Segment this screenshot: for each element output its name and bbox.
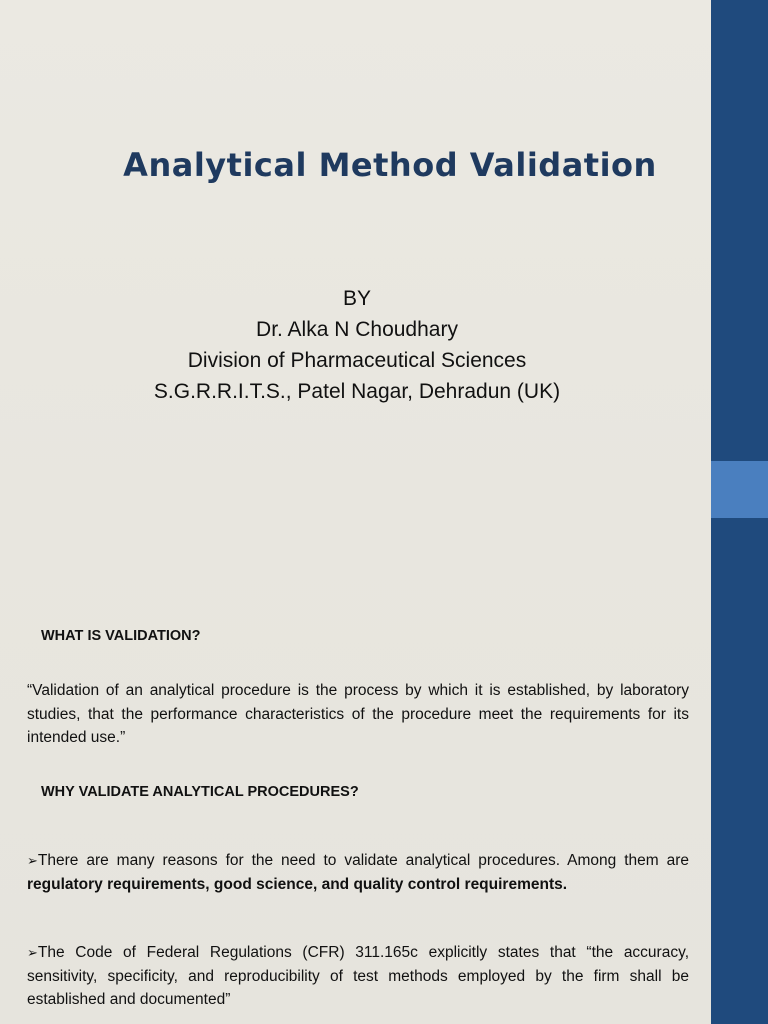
- byline-institute: S.G.R.R.I.T.S., Patel Nagar, Dehradun (UK): [153, 380, 561, 403]
- sidebar-accent-block: [711, 461, 768, 518]
- reason-bullet-1: [27, 849, 689, 896]
- byline-author: Dr. Alka N Choudhary: [256, 318, 458, 341]
- section-heading-why-validate: WHY VALIDATE ANALYTICAL PROCEDURES?: [41, 784, 359, 800]
- bullet-1-text: There are many reasons for the need to validate analytical procedures. Among them are: [37, 852, 689, 869]
- section-heading-what-is-validation: WHAT IS VALIDATION?: [41, 628, 201, 644]
- page-title: Analytical Method Validation: [123, 146, 657, 184]
- decorative-sidebar: [711, 0, 768, 1024]
- bullet-arrow-icon: ➢: [27, 945, 38, 960]
- bullet-arrow-icon: ➢: [27, 853, 38, 868]
- bullet-1-bold-text: regulatory requirements, good science, and quality control requirements.: [27, 875, 568, 893]
- author-byline: [0, 283, 714, 407]
- validation-definition: “Validation of an analytical procedure is the process by which it is established, by laboratory studies, that the performance characteristics of the procedure meet the requirements for its intended use.”: [27, 682, 689, 746]
- reason-bullet-2: [27, 941, 689, 1012]
- byline-division: Division of Pharmaceutical Sciences: [187, 349, 527, 372]
- bullet-2-text: The Code of Federal Regulations (CFR) 311.165c explicitly states that “the accuracy, sensitivity, specificity, and reproducibility of test methods employed by the firm shall be established and documented”: [27, 944, 689, 1008]
- byline-by: BY: [342, 287, 371, 310]
